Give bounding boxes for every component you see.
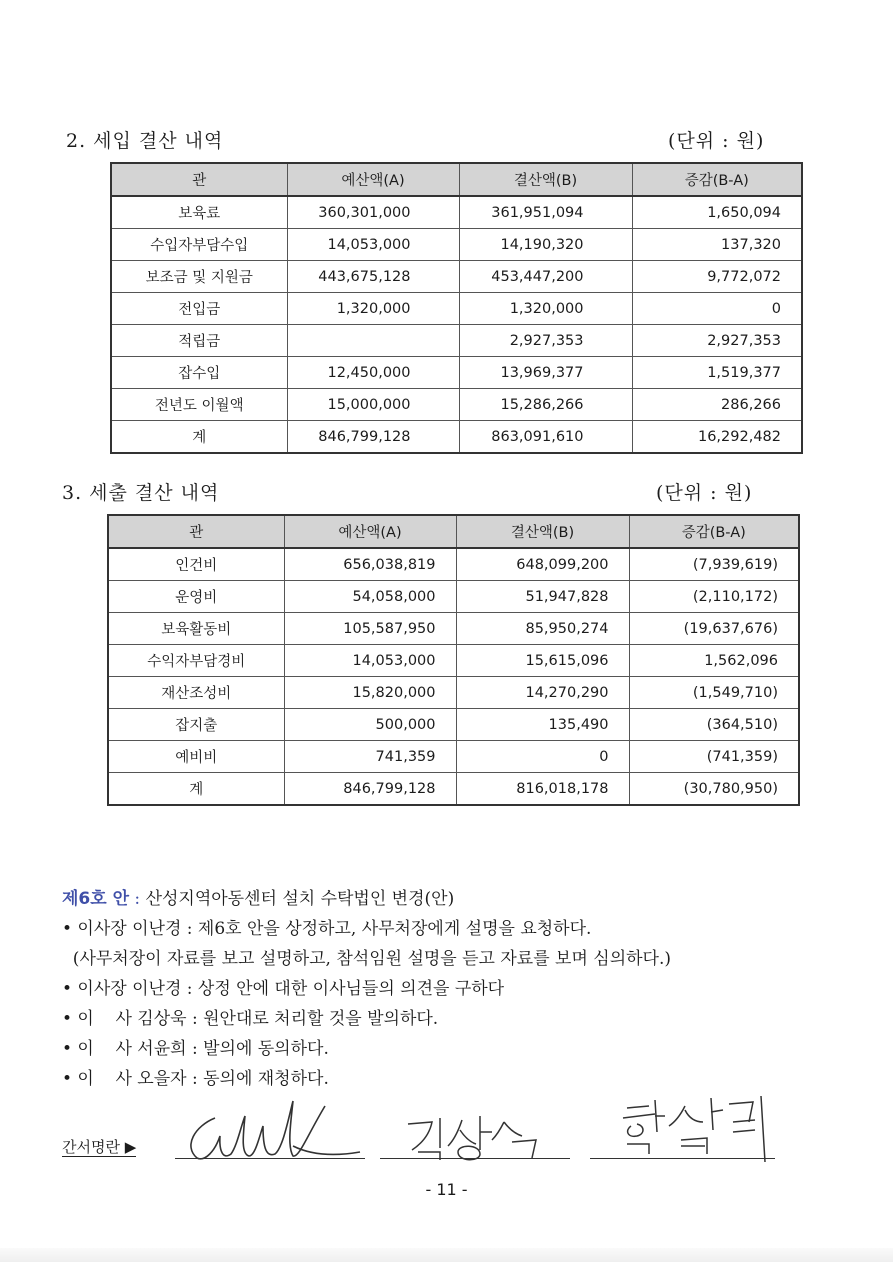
table-row <box>111 196 802 229</box>
total-row <box>111 421 802 454</box>
amount-cell: 443,675,128 <box>287 261 459 293</box>
amount-cell: 105,587,950 <box>284 613 456 645</box>
agenda-line: • 이 사 김상욱 : 원안대로 처리할 것을 발의하다. <box>62 1009 439 1029</box>
amount-cell: 2,927,353 <box>632 325 802 357</box>
expense-table <box>107 514 800 806</box>
column-header: 결산액(B) <box>456 515 629 548</box>
amount-cell: (1,549,710) <box>629 677 799 709</box>
revenue-header-row <box>111 163 802 196</box>
expense-unit: (단위 : 원) <box>656 482 753 504</box>
column-header: 예산액(A) <box>284 515 456 548</box>
table-row <box>111 325 802 357</box>
table-row <box>108 645 799 677</box>
scan-edge <box>0 1248 893 1262</box>
amount-cell: 1,320,000 <box>459 293 632 325</box>
amount-cell: 846,799,128 <box>284 773 456 806</box>
agenda-line: (사무처장이 자료를 보고 설명하고, 참석임원 설명을 듣고 자료를 보며 심의하다.) <box>62 949 672 969</box>
row-label-cell: 재산조성비 <box>108 677 284 709</box>
amount-cell: 2,927,353 <box>459 325 632 357</box>
signature-3 <box>615 1092 775 1164</box>
row-label-cell: 운영비 <box>108 581 284 613</box>
table-row <box>108 613 799 645</box>
amount-cell: 85,950,274 <box>456 613 629 645</box>
agenda-number: 제6호 안 <box>62 889 130 909</box>
table-row <box>108 548 799 581</box>
amount-cell: (2,110,172) <box>629 581 799 613</box>
amount-cell: 14,190,320 <box>459 229 632 261</box>
amount-cell: (30,780,950) <box>629 773 799 806</box>
column-header: 증감(B-A) <box>629 515 799 548</box>
amount-cell: 453,447,200 <box>459 261 632 293</box>
row-label-cell: 계 <box>108 773 284 806</box>
amount-cell: (19,637,676) <box>629 613 799 645</box>
amount-cell: 54,058,000 <box>284 581 456 613</box>
column-header: 결산액(B) <box>459 163 632 196</box>
row-label-cell: 잡지출 <box>108 709 284 741</box>
table-row <box>111 261 802 293</box>
row-label-cell: 잡수입 <box>111 357 287 389</box>
amount-cell: 16,292,482 <box>632 421 802 454</box>
column-header: 관 <box>108 515 284 548</box>
amount-cell: 14,270,290 <box>456 677 629 709</box>
table-row <box>108 709 799 741</box>
total-row <box>108 773 799 806</box>
amount-cell: 14,053,000 <box>284 645 456 677</box>
column-header: 증감(B-A) <box>632 163 802 196</box>
agenda-title-line <box>62 884 852 914</box>
amount-cell: (7,939,619) <box>629 548 799 581</box>
amount-cell: 9,772,072 <box>632 261 802 293</box>
amount-cell: 0 <box>456 741 629 773</box>
amount-cell: 13,969,377 <box>459 357 632 389</box>
signature-2 <box>400 1108 550 1163</box>
table-row <box>111 293 802 325</box>
amount-cell: 1,650,094 <box>632 196 802 229</box>
amount-cell: 137,320 <box>632 229 802 261</box>
amount-cell: 1,320,000 <box>287 293 459 325</box>
amount-cell: 15,286,266 <box>459 389 632 421</box>
row-label-cell: 수입자부담수입 <box>111 229 287 261</box>
revenue-heading: 2. 세입 결산 내역 <box>66 130 224 152</box>
table-row <box>111 357 802 389</box>
row-label-cell: 보육료 <box>111 196 287 229</box>
agenda-line: • 이사장 이난경 : 상정 안에 대한 이사님들의 의견을 구하다 <box>62 979 505 999</box>
row-label-cell: 예비비 <box>108 741 284 773</box>
table-row <box>111 389 802 421</box>
amount-cell: 51,947,828 <box>456 581 629 613</box>
amount-cell: 15,000,000 <box>287 389 459 421</box>
table-row <box>111 229 802 261</box>
amount-cell: 741,359 <box>284 741 456 773</box>
column-header: 예산액(A) <box>287 163 459 196</box>
row-label-cell: 계 <box>111 421 287 454</box>
agenda-line: • 이 사 서윤희 : 발의에 동의하다. <box>62 1039 329 1059</box>
amount-cell: 656,038,819 <box>284 548 456 581</box>
row-label-cell: 수익자부담경비 <box>108 645 284 677</box>
amount-cell: 286,266 <box>632 389 802 421</box>
amount-cell: (364,510) <box>629 709 799 741</box>
amount-cell: 1,519,377 <box>632 357 802 389</box>
amount-cell: 648,099,200 <box>456 548 629 581</box>
table-row <box>108 677 799 709</box>
column-header: 관 <box>111 163 287 196</box>
row-label-cell: 인건비 <box>108 548 284 581</box>
amount-cell: 500,000 <box>284 709 456 741</box>
amount-cell: 816,018,178 <box>456 773 629 806</box>
amount-cell <box>287 325 459 357</box>
page-number: - 11 - <box>425 1180 468 1199</box>
agenda-line: • 이사장 이난경 : 제6호 안을 상정하고, 사무처장에게 설명을 요청하다. <box>62 919 592 939</box>
amount-cell: 846,799,128 <box>287 421 459 454</box>
amount-cell: 0 <box>632 293 802 325</box>
amount-cell: 15,820,000 <box>284 677 456 709</box>
expense-header-row <box>108 515 799 548</box>
amount-cell: 135,490 <box>456 709 629 741</box>
row-label-cell: 적립금 <box>111 325 287 357</box>
agenda-colon: : <box>129 889 146 909</box>
amount-cell: 15,615,096 <box>456 645 629 677</box>
row-label-cell: 보조금 및 지원금 <box>111 261 287 293</box>
amount-cell: 12,450,000 <box>287 357 459 389</box>
row-label-cell: 보육활동비 <box>108 613 284 645</box>
amount-cell: 14,053,000 <box>287 229 459 261</box>
expense-heading: 3. 세출 결산 내역 <box>62 482 220 504</box>
row-label-cell: 전년도 이월액 <box>111 389 287 421</box>
amount-cell: 863,091,610 <box>459 421 632 454</box>
revenue-unit: (단위 : 원) <box>668 130 765 152</box>
row-label-cell: 전입금 <box>111 293 287 325</box>
agenda-line: • 이 사 오을자 : 동의에 재청하다. <box>62 1069 329 1089</box>
amount-cell: 361,951,094 <box>459 196 632 229</box>
amount-cell: 360,301,000 <box>287 196 459 229</box>
table-row <box>108 741 799 773</box>
agenda-section <box>62 884 852 1094</box>
agenda-title: 산성지역아동센터 설치 수탁법인 변경(안) <box>145 889 455 909</box>
table-row <box>108 581 799 613</box>
amount-cell: (741,359) <box>629 741 799 773</box>
signature-1 <box>175 1096 370 1166</box>
revenue-table <box>110 162 803 454</box>
signature-label: 간서명란 ▶ <box>62 1138 137 1156</box>
amount-cell: 1,562,096 <box>629 645 799 677</box>
